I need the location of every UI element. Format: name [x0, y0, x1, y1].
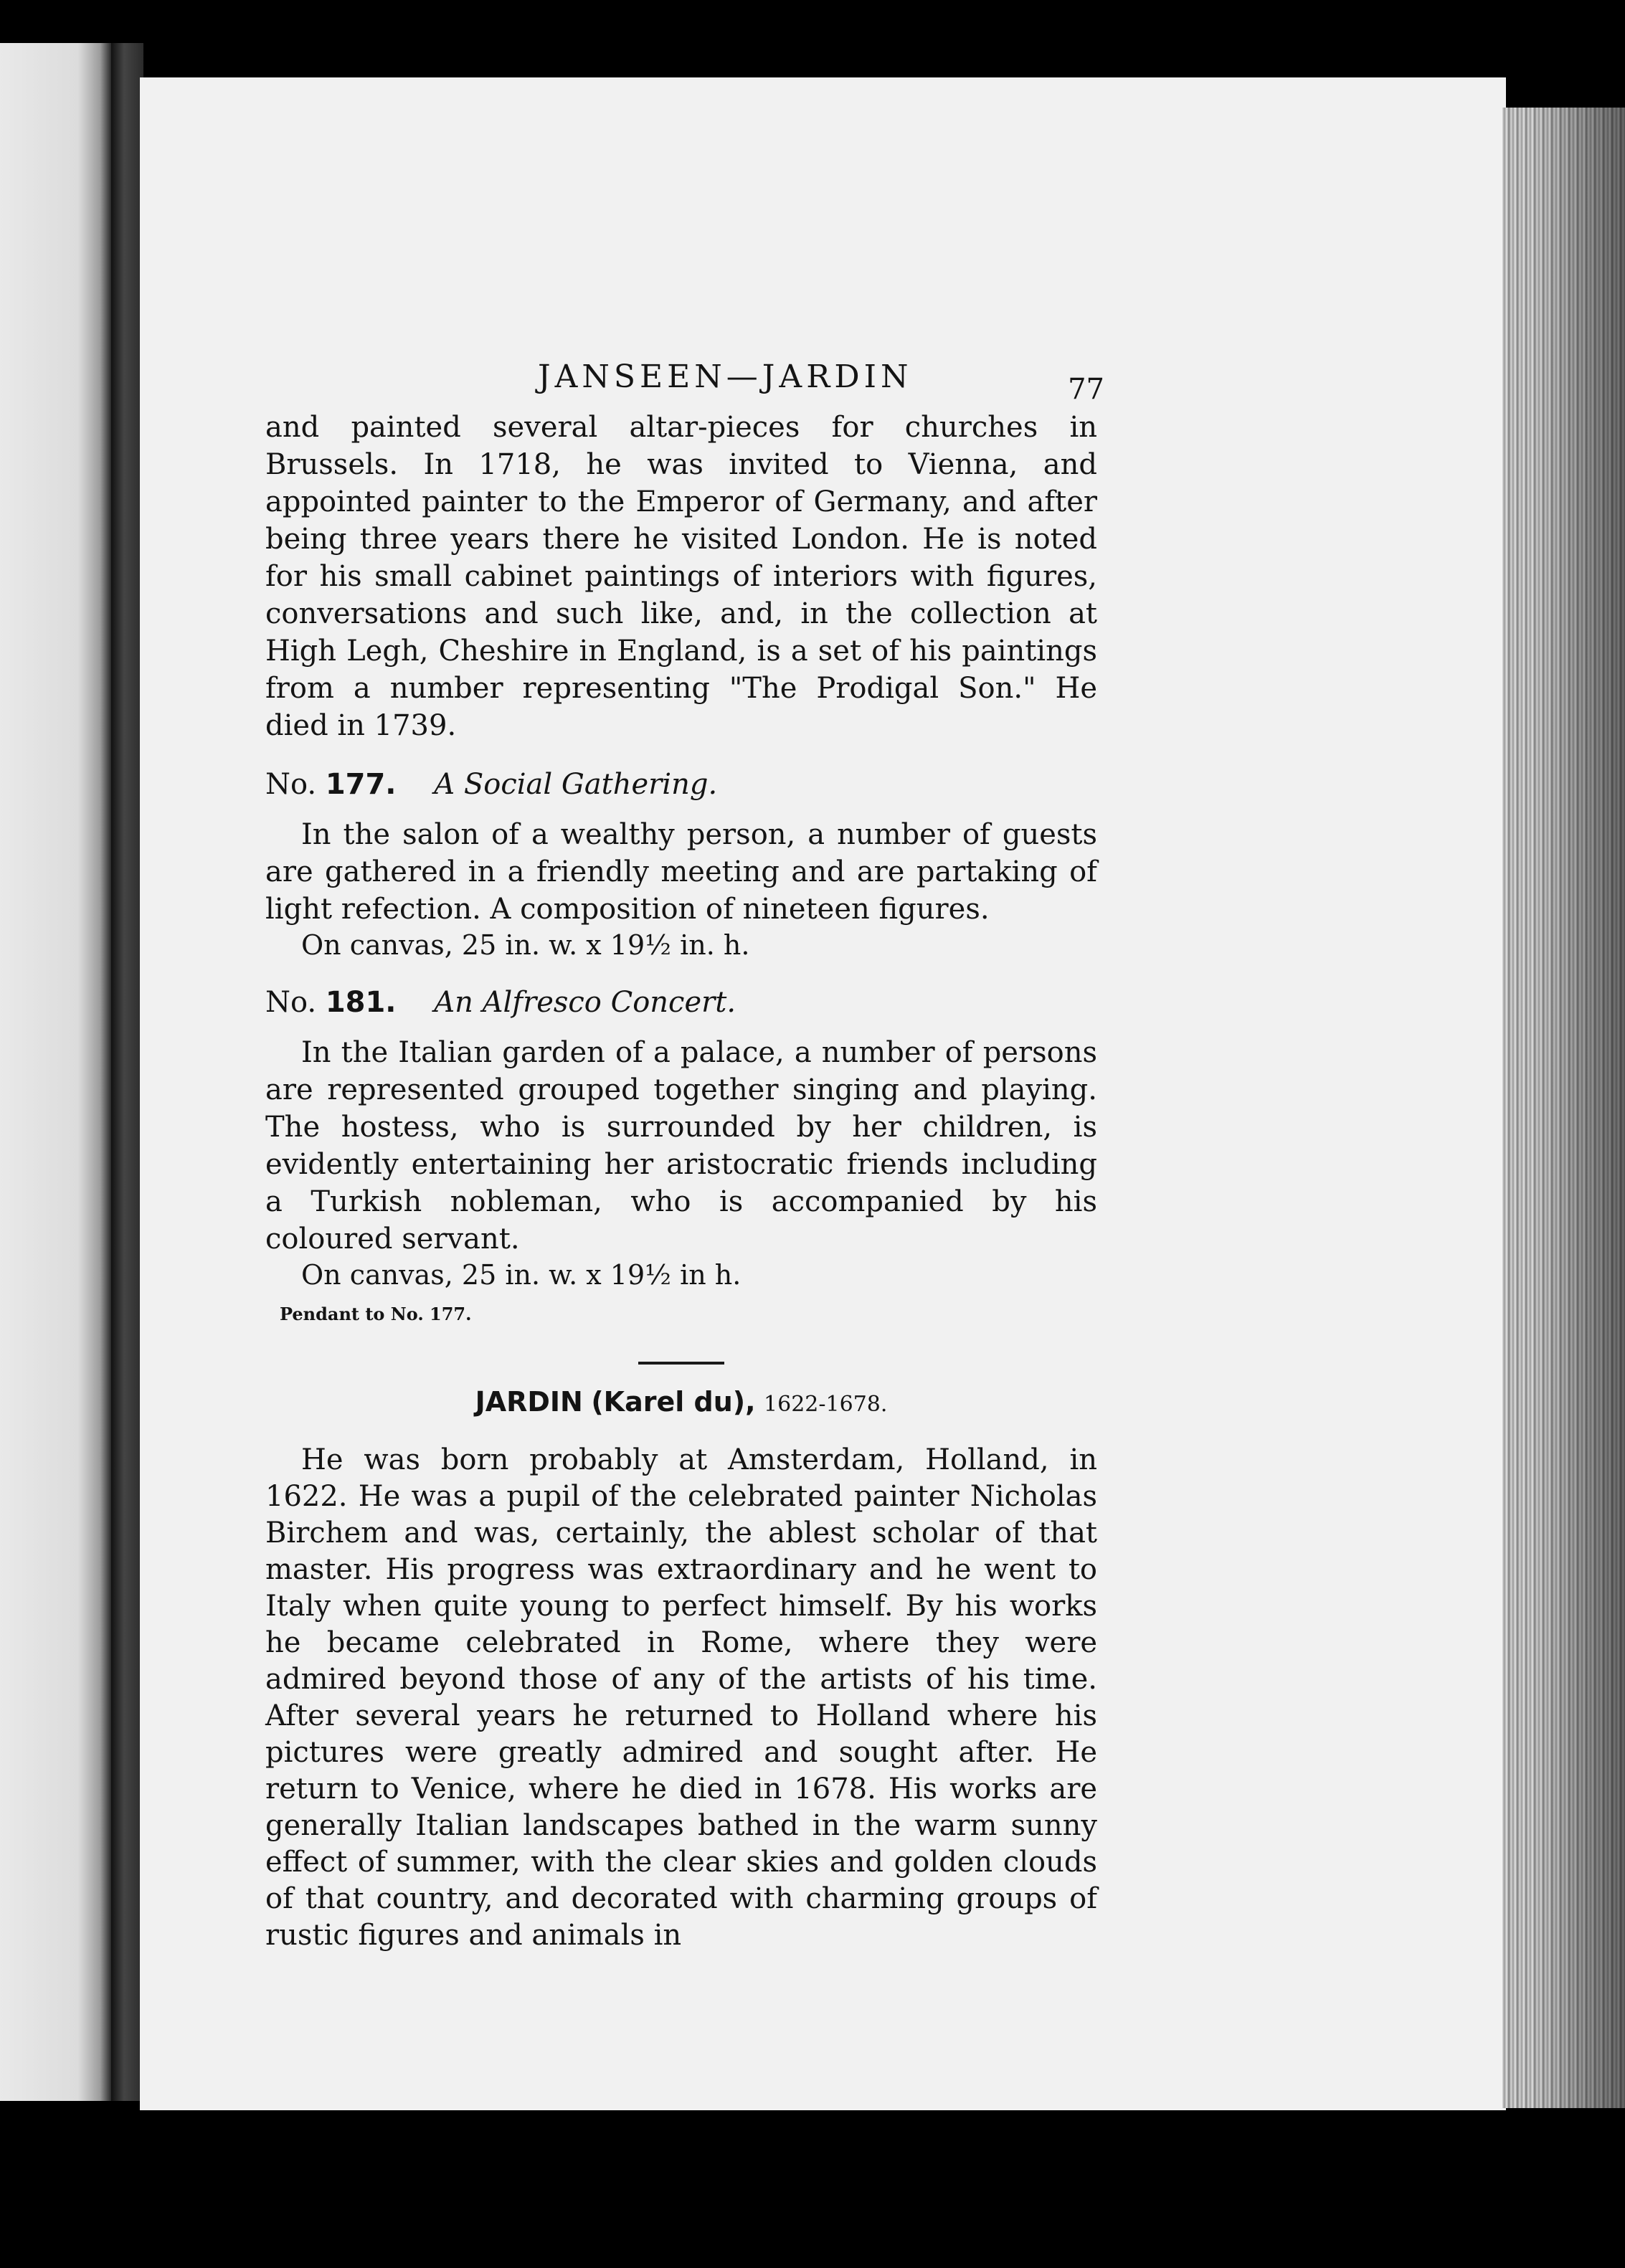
entry-prefix: No. — [265, 768, 317, 801]
running-title: JANSEEN—JARDIN — [538, 359, 913, 395]
artist-biography — [265, 1442, 1097, 1954]
biography-paragraph: He was born probably at Amsterdam, Holland, in 1622. He was a pupil of the celebrated painter Nicholas Birchem and was, certainly, the ablest scholar of that master. His progress was extraordinary and he went to Italy when quite young to perfect himself. By his works he became celebrated in Rome, where they were admired beyond those of any of the artists of his time. After several years he returned to Holland where his pictures were greatly admired and sought after. He return to Venice, where he died in 1678. His works are generally Italian landscapes bathed in the warm sunny effect of summer, with the clear skies and golden clouds of that country, and decorated with charming groups of rustic figures and animals in — [265, 1443, 1097, 1952]
entry-number: 181. — [325, 986, 397, 1019]
catalogue-entry-181 — [265, 984, 1097, 1324]
book-gutter — [111, 43, 143, 2101]
entry-prefix: No. — [265, 986, 317, 1019]
entry-description: In the Italian garden of a palace, a number of persons are represented grouped together singing and playing. The hostess, who is surrounded by her children, is evidently entertaining her aristocratic friends including a Turkish nobleman, who is accompanied by his coloured servant. — [265, 1036, 1097, 1256]
entry-title: A Social Gathering. — [434, 768, 718, 801]
entry-title: An Alfresco Concert. — [434, 986, 736, 1019]
entry-description: In the salon of a wealthy person, a number of guests are gathered in a friendly meeting and are partaking of light refection. A composition of nineteen figures. — [265, 818, 1097, 926]
section-divider — [638, 1362, 724, 1365]
facing-page-edge — [0, 43, 111, 2101]
continuation-paragraph: and painted several altar-pieces for churches in Brussels. In 1718, he was invited to Vienna, and appointed painter to the Emperor of Germany, and after being three years there he visited London. He is noted for his small cabinet paintings of interiors with figures, conversations and such like, and, in the collection at High Legh, Cheshire in England, is a set of his paintings from a number representing "The Prodigal Son." He died in 1739. — [265, 411, 1097, 742]
artist-surname: JARDIN — [475, 1386, 583, 1418]
entry-canvas-dimensions: On canvas, 25 in. w. x 19½ in h. — [301, 1259, 742, 1291]
page-number: 77 — [1068, 373, 1104, 406]
entry-canvas-dimensions: On canvas, 25 in. w. x 19½ in. h. — [301, 929, 750, 961]
artist-heading — [265, 1386, 1097, 1418]
catalogue-entry-177 — [265, 766, 1097, 962]
entry-heading — [265, 984, 1097, 1021]
page-stack-edges — [1502, 108, 1625, 2108]
entry-number: 177. — [325, 768, 397, 801]
running-head — [265, 344, 1104, 409]
pendant-note: Pendant to No. 177. — [280, 1304, 472, 1324]
artist-dates: 1622-1678. — [764, 1392, 888, 1417]
page-text — [265, 344, 1104, 1954]
artist-forename: (Karel du), — [591, 1386, 756, 1418]
entry-heading — [265, 766, 1097, 803]
